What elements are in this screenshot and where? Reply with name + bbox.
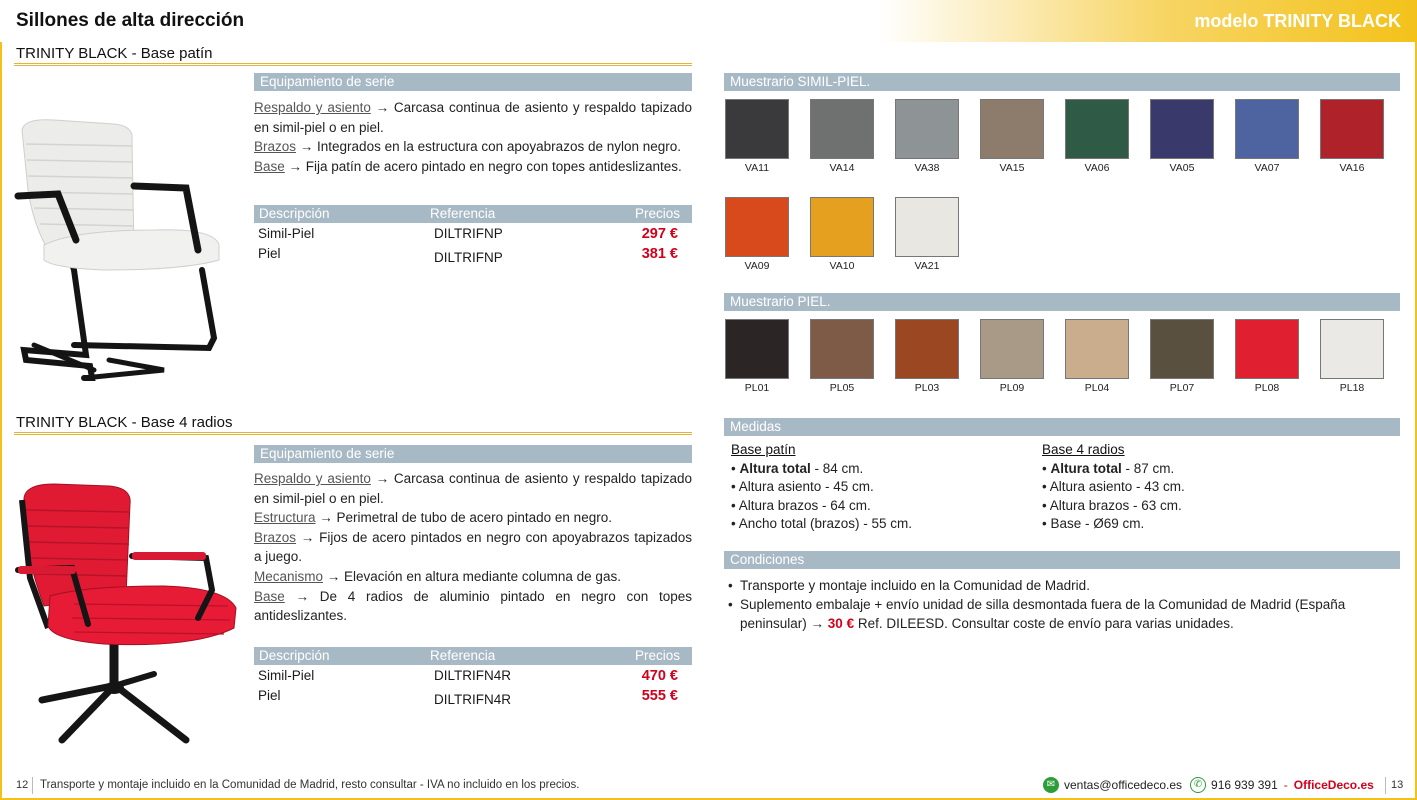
equip-label: Base <box>254 588 285 604</box>
section2-equipment <box>254 469 692 626</box>
measure-item: • Altura brazos - 63 cm. <box>1042 497 1182 513</box>
footer-contact <box>1043 777 1374 793</box>
measure-text: Ancho total (brazos) - 55 cm. <box>738 516 913 532</box>
footer-divider <box>1385 777 1386 794</box>
phone-icon: ✆ <box>1190 777 1206 793</box>
swatch-pl01 <box>724 319 790 394</box>
row-price: 381 € <box>641 246 678 262</box>
page-number-right: 13 <box>1391 779 1404 791</box>
equip-label: Mecanismo <box>254 568 324 584</box>
equip-label: Brazos <box>254 139 297 155</box>
swatch-pl05 <box>809 319 875 394</box>
row-price: 555 € <box>641 688 678 704</box>
swatch-pl03 <box>894 319 960 394</box>
swatch-color <box>810 319 874 379</box>
email-link[interactable]: ventas@officedeco.es <box>1064 778 1183 792</box>
condition-text: Suplemento embalaje + envío unidad de silla desmontada fuera de la Comunidad de Madrid (España peninsular) → <box>740 597 1346 631</box>
simil-bar: Muestrario SIMIL-PIEL. <box>724 73 1400 91</box>
phone-number[interactable]: 916 939 391 <box>1211 778 1278 792</box>
row-ref: DILTRIFNP <box>434 250 503 265</box>
equip-line <box>254 567 692 587</box>
equip-text: → Perimetral de tubo de acero pintado en negro. <box>315 510 612 526</box>
swatch-color <box>1150 99 1214 159</box>
swatch-va21 <box>894 197 960 272</box>
swatch-code: VA16 <box>1339 162 1365 174</box>
swatch-code: VA10 <box>829 260 855 272</box>
table-row <box>254 226 692 246</box>
swatch-color <box>725 99 789 159</box>
condition-item <box>728 595 1398 633</box>
swatch-color <box>1065 99 1129 159</box>
row-ref: DILTRIFN4R <box>434 668 512 683</box>
measure-heading: Base patín <box>731 442 796 457</box>
equip-text: → Carcasa continua de asiento y respaldo tapizado en simil-piel o en piel. <box>254 100 692 135</box>
swatch-color <box>895 197 959 257</box>
table-row <box>254 688 692 708</box>
footer-dash: - <box>1283 778 1288 792</box>
row-ref: DILTRIFN4R <box>434 692 512 707</box>
section2-rule <box>14 432 692 435</box>
swatch-color <box>1065 319 1129 379</box>
condiciones-bar: Condiciones <box>724 551 1400 569</box>
swatch-va09 <box>724 197 790 272</box>
swatch-color <box>1150 319 1214 379</box>
swatch-code: VA21 <box>914 260 940 272</box>
section1-title: TRINITY BLACK - Base patín <box>16 45 213 62</box>
swatch-color <box>1235 99 1299 159</box>
swatch-color <box>810 99 874 159</box>
table-header <box>254 205 692 223</box>
equip-text: → De 4 radios de aluminio pintado en negro con topes antideslizantes. <box>254 588 692 624</box>
measure-text: Base - Ø69 cm. <box>1050 516 1145 532</box>
swatch-pl18 <box>1319 319 1385 394</box>
swatch-color <box>1235 319 1299 379</box>
chair-white-image <box>14 110 239 395</box>
swatch-va38 <box>894 99 960 174</box>
swatch-color <box>980 319 1044 379</box>
row-desc: Simil-Piel <box>258 226 315 241</box>
equip-text: → Fijos de acero pintados en negro con apoyabrazos tapizados a juego. <box>254 529 692 565</box>
equip-line <box>254 587 692 626</box>
equip-label: Base <box>254 158 285 174</box>
measure-item: • Altura asiento - 43 cm. <box>1042 479 1185 495</box>
swatch-pl09 <box>979 319 1045 394</box>
swatch-code: PL08 <box>1254 382 1280 394</box>
swatch-code: PL18 <box>1339 382 1365 394</box>
swatch-va07 <box>1234 99 1300 174</box>
section1-price-table <box>254 205 692 266</box>
condition-text: Ref. DILEESD. Consultar coste de envío para varias unidades. <box>854 616 1234 631</box>
swatch-color <box>895 319 959 379</box>
page-number-left: 12 <box>16 779 29 791</box>
col-desc: Descripción <box>259 206 330 221</box>
condition-item <box>728 576 1398 595</box>
swatch-color <box>1320 319 1384 379</box>
swatch-pl07 <box>1149 319 1215 394</box>
measure-text: Altura asiento - 45 cm. <box>738 479 874 495</box>
swatch-va14 <box>809 99 875 174</box>
col-ref: Referencia <box>430 648 496 663</box>
equip-line <box>254 157 692 177</box>
condition-text: Transporte y montaje incluido en la Comunidad de Madrid. <box>740 578 1090 593</box>
measure-text: - 84 cm. <box>810 460 864 476</box>
equip-text: → Integrados en la estructura con apoyabrazos de nylon negro. <box>296 139 682 155</box>
equip-text: → Elevación en altura mediante columna de gas. <box>323 568 621 584</box>
swatch-va10 <box>809 197 875 272</box>
measure-bold: Altura total <box>1050 460 1122 476</box>
swatch-va15 <box>979 99 1045 174</box>
swatch-code: PL01 <box>744 382 770 394</box>
swatch-color <box>725 319 789 379</box>
equip-text: → Carcasa continua de asiento y respaldo tapizado en simil-piel o en piel. <box>254 471 692 506</box>
header-bar <box>0 0 1417 42</box>
swatch-code: VA15 <box>999 162 1025 174</box>
medidas-bar: Medidas <box>724 418 1400 436</box>
equip-text: → Fija patín de acero pintado en negro con topes antideslizantes. <box>284 158 682 174</box>
footer-note: Transporte y montaje incluido en la Comunidad de Madrid, resto consultar - IVA no incluido en los precios. <box>40 779 580 791</box>
measure-heading: Base 4 radios <box>1042 442 1125 457</box>
swatch-code: VA14 <box>829 162 855 174</box>
swatch-code: VA06 <box>1084 162 1110 174</box>
col-ref: Referencia <box>430 206 496 221</box>
piel-bar: Muestrario PIEL. <box>724 293 1400 311</box>
equip-label: Respaldo y asiento <box>254 471 371 486</box>
measure-item: • Altura brazos - 64 cm. <box>731 497 871 513</box>
swatch-va11 <box>724 99 790 174</box>
swatch-code: VA11 <box>744 162 770 174</box>
row-price: 470 € <box>641 668 678 684</box>
swatch-pl08 <box>1234 319 1300 394</box>
section2-price-table <box>254 647 692 708</box>
swatch-pl04 <box>1064 319 1130 394</box>
measure-item: • Altura total - 84 cm. <box>731 460 864 476</box>
measure-item: • Ancho total (brazos) - 55 cm. <box>731 516 913 532</box>
row-price: 297 € <box>641 226 678 242</box>
swatch-color <box>1320 99 1384 159</box>
chair-red-image <box>14 478 239 753</box>
swatch-code: PL07 <box>1169 382 1195 394</box>
measure-item: • Altura asiento - 45 cm. <box>731 479 874 495</box>
row-desc: Piel <box>258 688 281 703</box>
section2-title: TRINITY BLACK - Base 4 radios <box>16 414 233 431</box>
measures-base-4-radios <box>1042 441 1185 534</box>
swatch-code: VA05 <box>1169 162 1195 174</box>
measure-bold: Altura total <box>739 460 811 476</box>
conditions-list <box>728 576 1398 633</box>
equip-label: Respaldo y asiento <box>254 100 371 115</box>
table-header <box>254 647 692 665</box>
swatch-color <box>980 99 1044 159</box>
col-price: Precios <box>634 206 680 221</box>
measure-text: Altura brazos - 63 cm. <box>1049 497 1182 513</box>
swatch-color <box>810 197 874 257</box>
measures-base-patin <box>731 441 912 534</box>
brand-link[interactable]: OfficeDeco.es <box>1293 778 1374 792</box>
swatch-va06 <box>1064 99 1130 174</box>
swatch-code: PL03 <box>914 382 940 394</box>
equip-line <box>254 469 692 508</box>
swatch-code: VA09 <box>744 260 770 272</box>
table-row <box>254 246 692 266</box>
measure-text: - 87 cm. <box>1121 460 1175 476</box>
equip-line <box>254 528 692 567</box>
col-desc: Descripción <box>259 648 330 663</box>
condition-price: 30 € <box>827 616 855 631</box>
measure-item: • Base - Ø69 cm. <box>1042 516 1145 532</box>
email-icon: ✉ <box>1043 777 1059 793</box>
equip-line <box>254 137 692 157</box>
swatch-code: PL09 <box>999 382 1025 394</box>
footer-divider <box>32 777 33 794</box>
swatch-code: PL04 <box>1084 382 1110 394</box>
swatch-color <box>725 197 789 257</box>
swatch-code: PL05 <box>829 382 855 394</box>
section1-equip-bar: Equipamiento de serie <box>254 73 692 91</box>
measure-text: Altura asiento - 43 cm. <box>1049 479 1185 495</box>
equip-label: Brazos <box>254 529 297 545</box>
swatch-va16 <box>1319 99 1385 174</box>
swatch-code: VA07 <box>1254 162 1280 174</box>
col-price: Precios <box>634 648 680 663</box>
swatch-va05 <box>1149 99 1215 174</box>
section1-equipment <box>254 98 692 176</box>
model-title: modelo TRINITY BLACK <box>1194 11 1401 31</box>
equip-line <box>254 508 692 528</box>
row-desc: Simil-Piel <box>258 668 315 683</box>
swatch-code: VA38 <box>914 162 940 174</box>
section1-rule <box>14 63 692 66</box>
row-desc: Piel <box>258 246 281 261</box>
equip-line <box>254 98 692 137</box>
table-row <box>254 668 692 688</box>
swatch-color <box>895 99 959 159</box>
row-ref: DILTRIFNP <box>434 226 503 241</box>
page-title: Sillones de alta dirección <box>16 10 245 31</box>
section2-equip-bar: Equipamiento de serie <box>254 445 692 463</box>
measure-item: • Altura total - 87 cm. <box>1042 460 1175 476</box>
equip-label: Estructura <box>254 510 316 526</box>
measure-text: Altura brazos - 64 cm. <box>738 497 871 513</box>
